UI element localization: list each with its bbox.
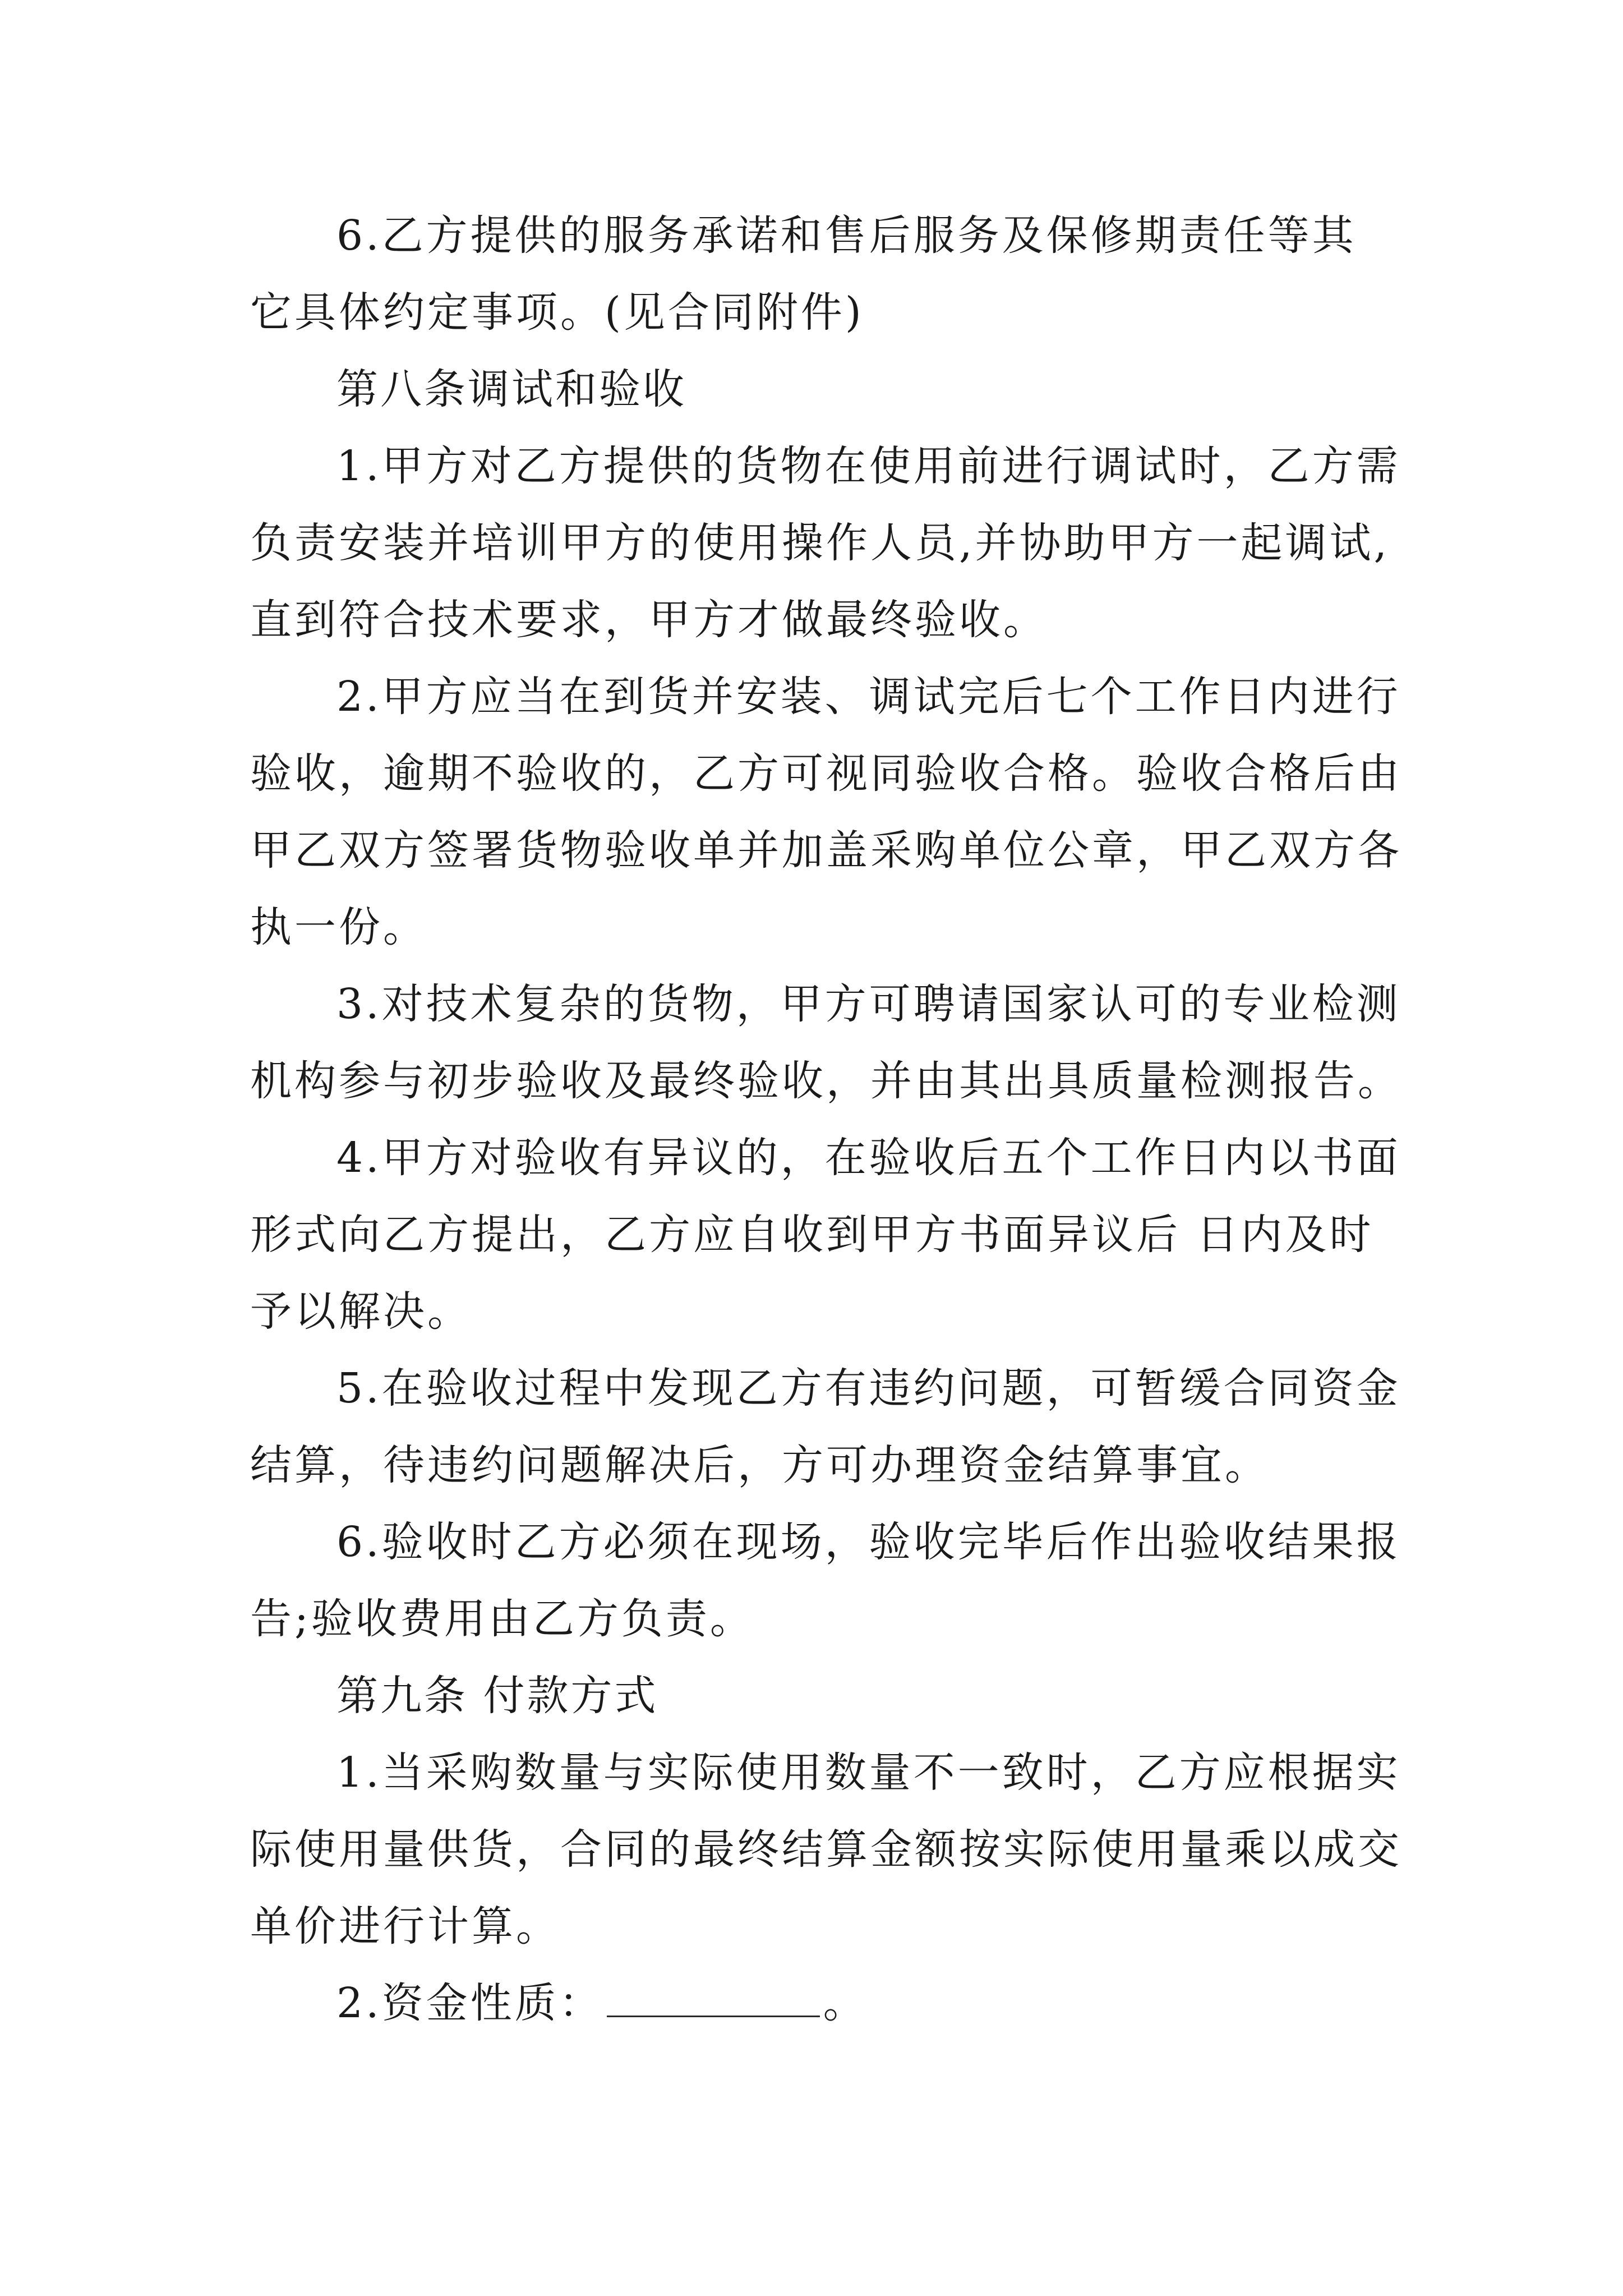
fund-nature-suffix: 。 bbox=[823, 1979, 868, 2027]
paragraph-line: 6.验收时乙方必须在现场，验收完毕后作出验收结果报 bbox=[336, 1518, 1401, 1566]
paragraph-line: 4.甲方对验收有异议的，在验收后五个工作日内以书面 bbox=[336, 1134, 1401, 1182]
paragraph-line: 1.当采购数量与实际使用数量不一致时，乙方应根据实 bbox=[336, 1749, 1401, 1797]
fund-nature-line bbox=[336, 1970, 1372, 2037]
paragraph-line: 单价进行计算。 bbox=[250, 1902, 560, 1950]
paragraph-line: 3.对技术复杂的货物，甲方可聘请国家认可的专业检测 bbox=[336, 980, 1401, 1028]
paragraph-line: 予以解决。 bbox=[250, 1287, 472, 1336]
paragraph-line: 1.甲方对乙方提供的货物在使用前进行调试时，乙方需 bbox=[336, 442, 1401, 490]
paragraph-line: 甲乙双方签署货物验收单并加盖采购单位公章，甲乙双方各 bbox=[250, 826, 1402, 875]
section-heading: 第八条调试和验收 bbox=[336, 365, 686, 413]
paragraph-line: 6.乙方提供的服务承诺和售后服务及保修期责任等其 bbox=[336, 211, 1357, 260]
section-heading: 第九条 付款方式 bbox=[336, 1672, 658, 1720]
fill-in-blank[interactable] bbox=[607, 1981, 820, 2017]
paragraph-line: 告;验收费用由乙方负责。 bbox=[250, 1595, 754, 1643]
paragraph-line: 5.在验收过程中发现乙方有违约问题，可暂缓合同资金 bbox=[336, 1364, 1401, 1412]
paragraph-line: 它具体约定事项。(见合同附件) bbox=[250, 288, 864, 337]
paragraph-line: 结算，待违约问题解决后，方可办理资金结算事宜。 bbox=[250, 1441, 1269, 1489]
paragraph-line: 直到符合技术要求，甲方才做最终验收。 bbox=[250, 596, 1048, 644]
paragraph-line: 机构参与初步验收及最终验收，并由其出具质量检测报告。 bbox=[250, 1057, 1402, 1105]
fund-nature-label: 2.资金性质： bbox=[336, 1979, 603, 2027]
paragraph-line: 负责安装并培训甲方的使用操作人员,并协助甲方一起调试, bbox=[250, 519, 1390, 567]
paragraph-line: 执一份。 bbox=[250, 903, 427, 951]
paragraph-line: 际使用量供货，合同的最终结算金额按实际使用量乘以成交 bbox=[250, 1825, 1402, 1874]
paragraph-line: 形式向乙方提出，乙方应自收到甲方书面异议后 日内及时 bbox=[250, 1211, 1374, 1259]
paragraph-line: 2.甲方应当在到货并安装、调试完后七个工作日内进行 bbox=[336, 673, 1401, 721]
paragraph-line: 验收，逾期不验收的，乙方可视同验收合格。验收合格后由 bbox=[250, 749, 1402, 798]
